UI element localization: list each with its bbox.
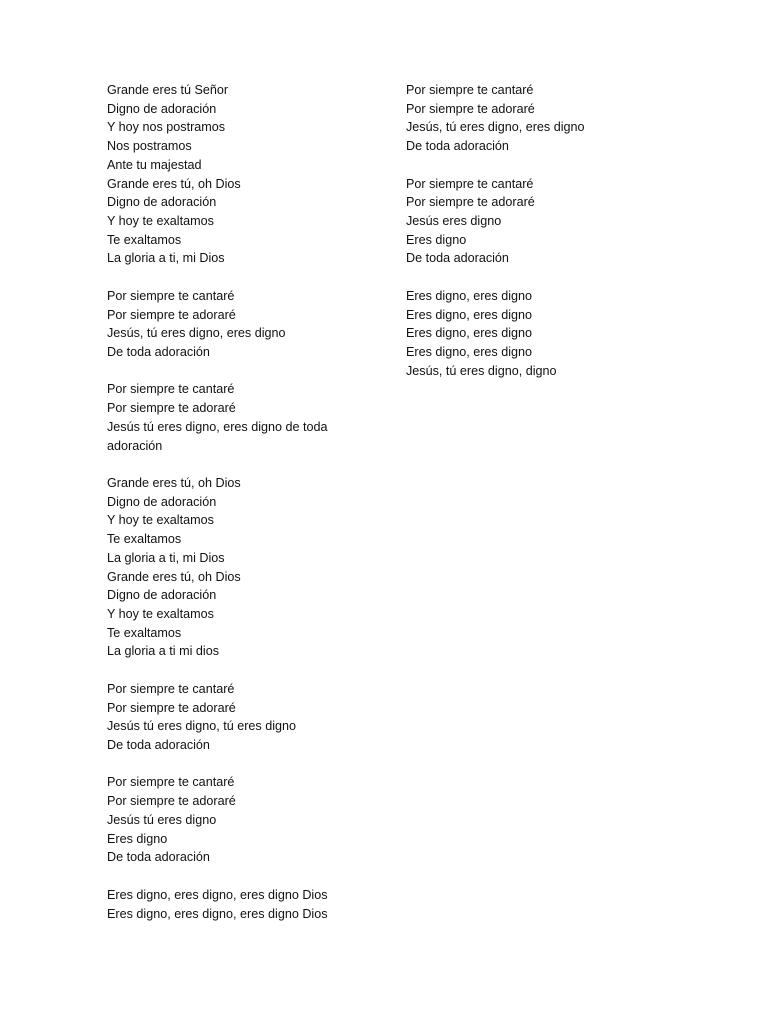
lyric-line: Por siempre te cantaré (406, 83, 534, 97)
lyric-line: Por siempre te adoraré (406, 195, 535, 210)
lyric-line: Y hoy nos postramos (107, 120, 226, 135)
stanza (107, 886, 347, 923)
lyric-line: La gloria a ti, mi Dios (107, 251, 225, 266)
lyric-line: Por siempre te adoraré (107, 794, 236, 809)
lyric-line: Y hoy te exaltamos (107, 606, 214, 621)
lyric-line: De toda adoración (107, 737, 210, 752)
lyric-line: Por siempre te adoraré (107, 700, 236, 715)
lyric-line: Digno de adoración (107, 588, 217, 603)
stanza (406, 81, 646, 156)
lyric-line: Jesús tú eres digno, eres digno de toda (107, 419, 328, 434)
lyric-line: Por siempre te cantaré (107, 288, 235, 303)
lyric-line: De toda adoración (107, 344, 210, 359)
lyric-line: Eres digno (406, 232, 467, 247)
stanza (107, 680, 347, 755)
lyric-line: Eres digno, eres digno (406, 345, 533, 360)
lyric-line: Grande eres tú Señor (107, 83, 229, 97)
lyric-line: Jesús tú eres digno, tú eres digno (107, 719, 297, 734)
lyric-line: De toda adoración (406, 251, 509, 266)
lyric-line: Digno de adoración (107, 195, 217, 210)
lyric-line: Grande eres tú, oh Dios (107, 569, 241, 584)
lyric-line: Grande eres tú, oh Dios (107, 476, 241, 491)
stanza (107, 474, 347, 661)
lyric-line: Por siempre te cantaré (107, 775, 235, 790)
lyric-line: Te exaltamos (107, 232, 182, 247)
lyric-line: Jesús, tú eres digno, eres digno (107, 326, 286, 341)
lyric-line: Jesús, tú eres digno, digno (406, 363, 557, 378)
lyric-line: Eres digno, eres digno (406, 326, 533, 341)
stanza (107, 773, 347, 867)
lyric-line: Eres digno (107, 831, 168, 846)
lyric-line: La gloria a ti, mi Dios (107, 550, 225, 565)
lyric-line: Jesús, tú eres digno, eres digno (406, 120, 585, 135)
stanza (406, 175, 646, 269)
lyric-line: Digno de adoración (107, 494, 217, 509)
stanza (107, 380, 347, 455)
lyric-line: La gloria a ti mi dios (107, 644, 219, 659)
stanza (107, 81, 347, 268)
right-column (406, 81, 646, 399)
lyric-line: Jesús eres digno (406, 214, 502, 229)
lyric-line: Por siempre te cantaré (107, 681, 235, 696)
lyric-line: Te exaltamos (107, 625, 182, 640)
lyric-line: Por siempre te cantaré (107, 382, 235, 397)
lyric-line: Por siempre te adoraré (107, 307, 236, 322)
lyric-line: Jesús tú eres digno (107, 812, 217, 827)
lyric-line: Y hoy te exaltamos (107, 213, 214, 228)
lyric-line: Nos postramos (107, 139, 192, 154)
lyric-line: Por siempre te cantaré (406, 176, 534, 191)
lyric-line: Ante tu majestad (107, 157, 202, 172)
lyric-line: Te exaltamos (107, 532, 182, 547)
lyric-line: Eres digno, eres digno (406, 288, 533, 303)
lyric-line: Y hoy te exaltamos (107, 513, 214, 528)
lyric-line: De toda adoración (406, 139, 509, 154)
lyric-line: De toda adoración (107, 850, 210, 865)
lyric-line: Por siempre te adoraré (406, 101, 535, 116)
lyric-line: Eres digno, eres digno, eres digno Dios (107, 887, 328, 902)
lyric-line: Digno de adoración (107, 101, 217, 116)
left-column (107, 81, 347, 942)
stanza (406, 287, 646, 381)
lyric-line: Eres digno, eres digno (406, 307, 533, 322)
lyric-line: Grande eres tú, oh Dios (107, 176, 241, 191)
lyric-line: adoración (107, 438, 163, 453)
lyric-line: Eres digno, eres digno, eres digno Dios (107, 906, 328, 921)
stanza (107, 287, 347, 362)
lyric-line: Por siempre te adoraré (107, 401, 236, 416)
